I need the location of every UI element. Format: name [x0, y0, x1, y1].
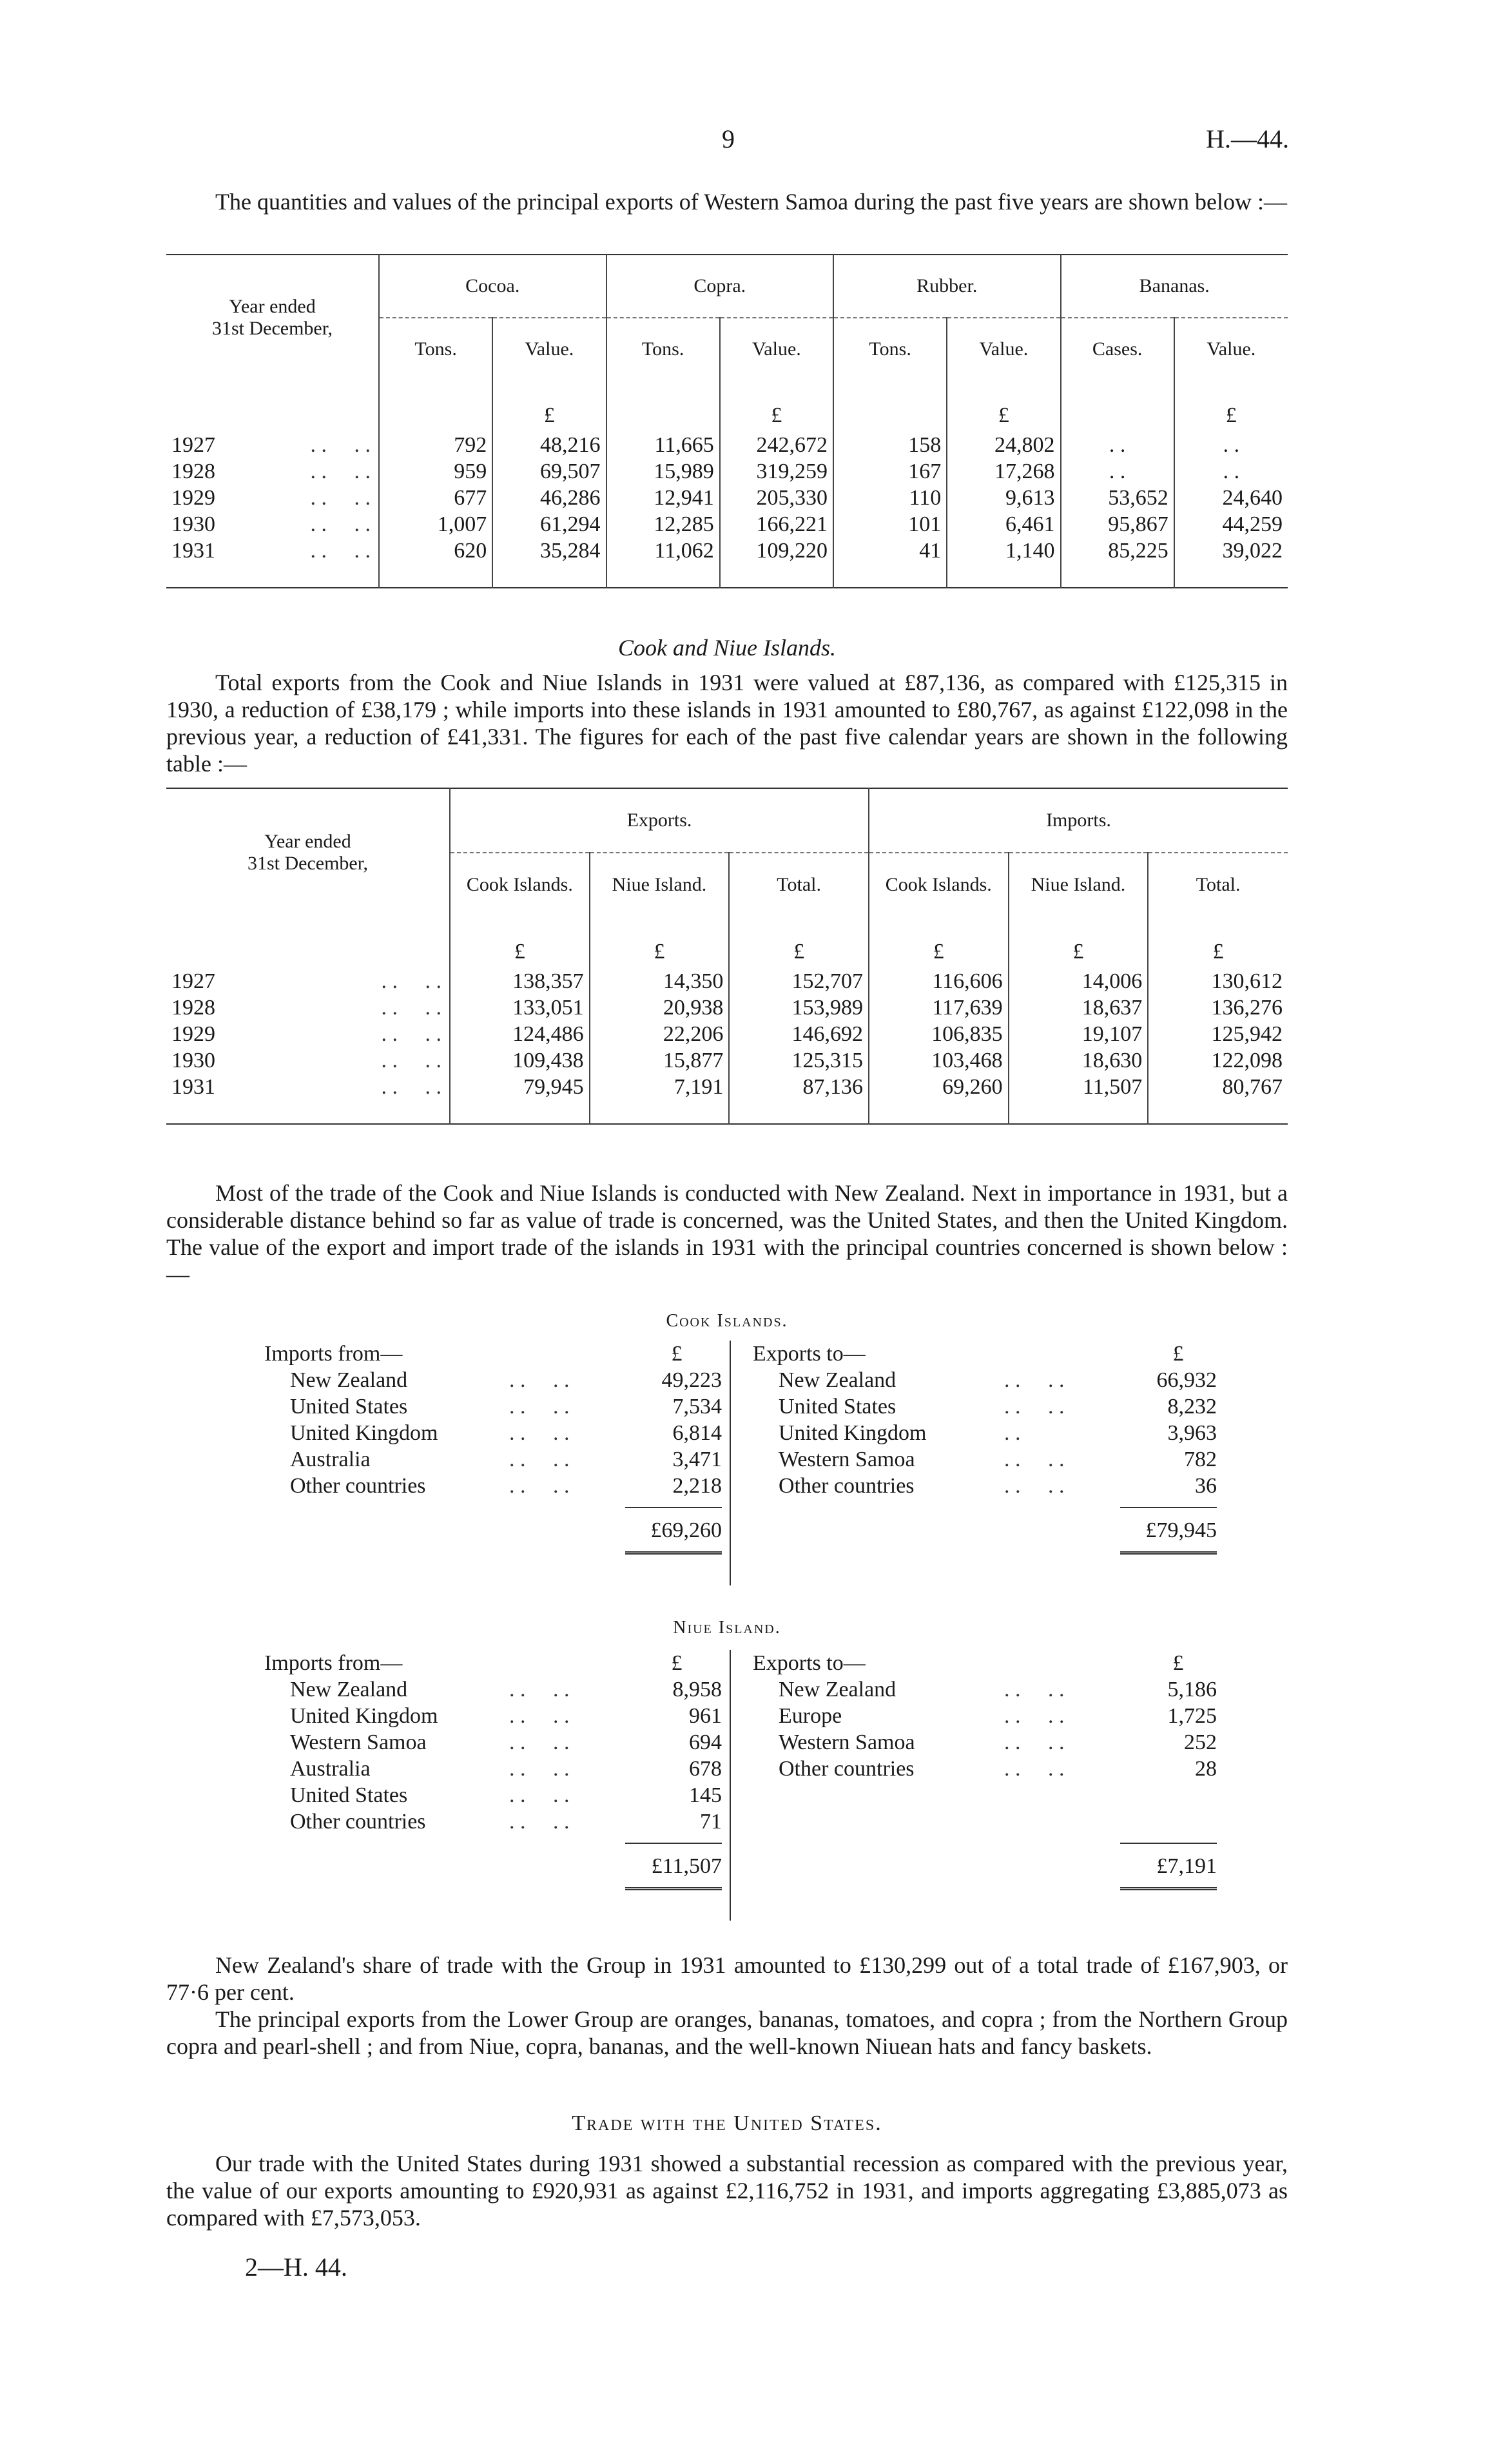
country-name: Western Samoa — [779, 1448, 915, 1471]
samoa-unit-cell — [492, 380, 606, 432]
table-cell: 959 — [379, 458, 492, 485]
country-name: Western Samoa — [779, 1730, 915, 1754]
samoa-subheader: Value. — [492, 318, 606, 380]
samoa-subheader: Value. — [1174, 318, 1288, 380]
table-row — [166, 1021, 1288, 1047]
table-cell: 792 — [379, 432, 492, 458]
country-value: 6,814 — [672, 1421, 722, 1445]
table-cell: 166,221 — [720, 511, 833, 538]
table-cell: 15,877 — [590, 1047, 730, 1074]
list-item — [264, 1676, 728, 1703]
niue-imports-total: £11,507 — [625, 1843, 722, 1890]
niue-imports-label: Imports from— — [264, 1651, 403, 1675]
principal-exports-paragraph: The principal exports from the Lower Group are oranges, bananas, tomatoes, and copra ; from the Northern Group copra and pearl-shell ; and from Niue, copra, bananas, and the well-known Niuean hats and fancy baskets. — [166, 2006, 1288, 2059]
leader-dots: . . . . — [509, 1730, 570, 1754]
country-name: United Kingdom — [290, 1421, 438, 1445]
table-cell: 125,942 — [1148, 1021, 1288, 1047]
samoa-unit-row — [166, 380, 1288, 432]
table-cell: 69,260 — [869, 1074, 1009, 1100]
niue-island-exports — [753, 1650, 1230, 1890]
year-cell — [166, 968, 450, 994]
table-cell: 11,507 — [1009, 1074, 1149, 1100]
leader-dots: . . . . — [1004, 1395, 1065, 1419]
country-name: New Zealand — [779, 1678, 897, 1701]
samoa-unit: £ — [1225, 403, 1237, 427]
year-cell — [166, 994, 450, 1021]
cook-unit: £ — [933, 940, 944, 964]
country-name: Other countries — [290, 1474, 426, 1498]
table-cell: 48,216 — [492, 432, 606, 458]
country-value: 2,218 — [672, 1474, 722, 1498]
country-value: 36 — [1195, 1474, 1217, 1498]
cook-islands-title: Cook Islands. — [666, 1311, 788, 1331]
document-reference: H.—44. — [1206, 124, 1289, 153]
table-cell: 101 — [833, 511, 947, 538]
table-cell: 677 — [379, 485, 492, 511]
table-cell: 17,268 — [947, 458, 1060, 485]
cook-unit-cell — [729, 916, 869, 968]
table-cell: 24,640 — [1174, 485, 1288, 511]
country-value: 7,534 — [672, 1395, 722, 1419]
table-cell: . . — [1061, 432, 1174, 458]
leader-dots: . . . . — [509, 1757, 570, 1781]
samoa-unit-cell — [1174, 380, 1288, 432]
cook-spacer-row — [166, 1100, 1288, 1124]
year-cell — [166, 1021, 450, 1047]
cook-subheader: Total. — [729, 853, 869, 916]
cook-islands-exports — [753, 1341, 1230, 1555]
list-item — [753, 1473, 1230, 1499]
table-cell: 124,486 — [450, 1021, 590, 1047]
country-name: New Zealand — [779, 1368, 897, 1392]
table-cell: 7,191 — [590, 1074, 730, 1100]
samoa-subheader: Tons. — [379, 318, 492, 380]
cook-imports-unit: £ — [671, 1342, 683, 1366]
table-cell: 35,284 — [492, 538, 606, 564]
year-label: 1931 — [171, 1074, 215, 1099]
table-cell: 117,639 — [869, 994, 1009, 1021]
country-value: 961 — [689, 1704, 722, 1728]
table-cell: 125,315 — [729, 1047, 869, 1074]
country-name: Western Samoa — [290, 1730, 427, 1754]
cook-unit: £ — [514, 940, 525, 964]
list-item — [264, 1782, 728, 1808]
year-cell — [166, 432, 379, 458]
leader-dots: . . . . — [509, 1678, 570, 1701]
table-cell: 69,507 — [492, 458, 606, 485]
country-value: 3,471 — [672, 1448, 722, 1471]
table-row — [166, 458, 1288, 485]
table-cell: 19,107 — [1009, 1021, 1149, 1047]
table-cell: 14,006 — [1009, 968, 1149, 994]
leader-dots: . . . . — [381, 969, 441, 993]
leader-dots: . . . . — [509, 1783, 570, 1807]
table-row — [166, 968, 1288, 994]
country-value: 5,186 — [1167, 1678, 1217, 1701]
cook-imports-total: £69,260 — [625, 1507, 722, 1555]
cook-exports-label: Exports to— — [753, 1342, 866, 1366]
year-label: 1927 — [171, 432, 215, 457]
niue-exports-unit: £ — [1172, 1651, 1184, 1675]
list-item — [753, 1393, 1230, 1420]
list-item — [753, 1446, 1230, 1473]
year-label: 1931 — [171, 538, 215, 563]
cook-unit-cell — [1148, 916, 1288, 968]
cook-unit: £ — [1072, 940, 1084, 964]
list-item — [753, 1703, 1230, 1729]
table-cell: . . — [1174, 432, 1288, 458]
leader-dots: . . . . — [509, 1368, 570, 1392]
table-cell: 133,051 — [450, 994, 590, 1021]
table-cell: 12,285 — [606, 511, 720, 538]
country-value: 1,725 — [1167, 1704, 1217, 1728]
country-name: Europe — [779, 1704, 842, 1728]
table-cell: 146,692 — [729, 1021, 869, 1047]
table-row — [166, 1074, 1288, 1100]
country-value: 3,963 — [1167, 1421, 1217, 1445]
table-cell: 109,438 — [450, 1047, 590, 1074]
cook-unit-cell — [1009, 916, 1149, 968]
samoa-exports-table — [166, 254, 1288, 588]
table-cell: 106,835 — [869, 1021, 1009, 1047]
table-cell: 39,022 — [1174, 538, 1288, 564]
country-name: Australia — [290, 1757, 371, 1781]
table-cell: 85,225 — [1061, 538, 1174, 564]
country-value: 66,932 — [1156, 1368, 1217, 1392]
cook-unit-row — [166, 916, 1288, 968]
year-label: 1927 — [171, 969, 215, 993]
list-item — [264, 1473, 728, 1499]
cook-subheader: Cook Islands. — [450, 853, 590, 916]
year-cell — [166, 1047, 450, 1074]
cook-unit-cell — [450, 916, 590, 968]
table-cell: 152,707 — [729, 968, 869, 994]
cook-niue-paragraph: Total exports from the Cook and Niue Islands in 1931 were valued at £87,136, as compared with £125,315 in 1930, a reduction of £38,179 ; while imports into these islands in 1931 amounted to £80,767, as against £122,098 in the previous year, a reduction of £41,331. The figures for each of the past five calendar years are shown in the following table :— — [166, 670, 1288, 777]
list-item — [264, 1808, 728, 1835]
table-cell: . . — [1061, 458, 1174, 485]
year-label: 1928 — [171, 459, 215, 483]
niue-exports-label: Exports to— — [753, 1651, 866, 1675]
cook-unit-cell — [590, 916, 730, 968]
list-item — [264, 1703, 728, 1729]
list-item — [264, 1446, 728, 1473]
country-name: United States — [290, 1783, 408, 1807]
country-name: Other countries — [290, 1810, 426, 1834]
list-item — [264, 1729, 728, 1756]
table-cell: 22,206 — [590, 1021, 730, 1047]
samoa-unit: £ — [998, 403, 1009, 427]
table-cell: 53,652 — [1061, 485, 1174, 511]
table-row — [166, 432, 1288, 458]
samoa-group-bananas: Bananas. — [1061, 255, 1288, 318]
table-cell: 11,665 — [606, 432, 720, 458]
niue-island-divider — [730, 1650, 731, 1921]
leader-dots: . . . . — [381, 995, 441, 1020]
table-cell: 1,007 — [379, 511, 492, 538]
country-value: 252 — [1184, 1730, 1217, 1754]
year-label: 1930 — [171, 512, 215, 536]
country-value: 694 — [689, 1730, 722, 1754]
cook-exports-total: £79,945 — [1120, 1507, 1217, 1555]
leader-dots: . . . . — [381, 1048, 441, 1072]
list-item — [753, 1420, 1230, 1446]
us-trade-heading: Trade with the United States. — [572, 2111, 882, 2135]
page-number: 9 — [722, 124, 735, 153]
year-cell — [166, 458, 379, 485]
table-cell: 1,140 — [947, 538, 1060, 564]
samoa-year-header: Year ended 31st December, — [211, 296, 333, 339]
leader-dots: . . . . — [509, 1395, 570, 1419]
table-cell: 46,286 — [492, 485, 606, 511]
table-cell: 14,350 — [590, 968, 730, 994]
country-value: 28 — [1195, 1757, 1217, 1781]
cook-year-header: Year ended 31st December, — [247, 831, 369, 874]
samoa-group-rubber: Rubber. — [833, 255, 1061, 318]
country-value: 71 — [700, 1810, 722, 1834]
samoa-unit-cell — [947, 380, 1060, 432]
table-cell: 18,630 — [1009, 1047, 1149, 1074]
leader-dots: . . . . — [509, 1704, 570, 1728]
leader-dots: . . . . — [1004, 1368, 1065, 1392]
leader-dots: . . . . — [509, 1421, 570, 1445]
list-item — [264, 1756, 728, 1782]
samoa-unit: £ — [543, 403, 555, 427]
table-cell: 61,294 — [492, 511, 606, 538]
list-item — [753, 1756, 1230, 1782]
country-name: United Kingdom — [779, 1421, 927, 1445]
table-row — [166, 994, 1288, 1021]
trade-paragraph: Most of the trade of the Cook and Niue Islands is conducted with New Zealand. Next in importance in 1931, but a considerable distance behind so far as value of trade is concerned, was the United States, and then the United Kingdom. The value of the export and import trade of the islands in 1931 with the principal countries concerned is shown below :— — [166, 1180, 1288, 1287]
country-value: 782 — [1184, 1448, 1217, 1471]
leader-dots: . . . . — [1004, 1474, 1065, 1498]
country-name: Other countries — [779, 1474, 915, 1498]
samoa-unit-cell — [379, 380, 492, 432]
leader-dots: . . . . — [509, 1474, 570, 1498]
leader-dots: . . . . — [1004, 1678, 1065, 1701]
leader-dots: . . . . — [310, 459, 371, 483]
country-name: New Zealand — [290, 1368, 408, 1392]
table-cell: 167 — [833, 458, 947, 485]
table-cell: 158 — [833, 432, 947, 458]
year-cell — [166, 485, 379, 511]
table-row — [166, 511, 1288, 538]
table-cell: 20,938 — [590, 994, 730, 1021]
table-cell: 153,989 — [729, 994, 869, 1021]
table-row — [166, 538, 1288, 564]
niue-imports-unit: £ — [671, 1651, 683, 1675]
niue-exports-total: £7,191 — [1120, 1843, 1217, 1890]
year-cell — [166, 538, 379, 564]
leader-dots: . . . . — [381, 1022, 441, 1046]
table-cell: 79,945 — [450, 1074, 590, 1100]
country-name: New Zealand — [290, 1678, 408, 1701]
year-label: 1929 — [171, 485, 215, 510]
cook-group-imports: Imports. — [869, 788, 1288, 853]
table-row — [166, 485, 1288, 511]
leader-dots: . . . . — [1004, 1730, 1065, 1754]
cook-islands-imports — [264, 1341, 728, 1555]
table-cell: 24,802 — [947, 432, 1060, 458]
leader-dots: . . . . — [310, 512, 371, 536]
list-item — [753, 1367, 1230, 1393]
cook-unit: £ — [1212, 940, 1224, 964]
cook-subheader: Niue Island. — [1009, 853, 1149, 916]
nz-share-paragraph: New Zealand's share of trade with the Group in 1931 amounted to £130,299 out of a total trade of £167,903, or 77·6 per cent. — [166, 1952, 1288, 2005]
year-label: 1929 — [171, 1022, 215, 1046]
niue-island-imports — [264, 1650, 728, 1890]
cook-imports-label: Imports from— — [264, 1342, 403, 1366]
leader-dots: . . . . — [310, 538, 371, 563]
list-item — [753, 1676, 1230, 1703]
leader-dots: . . . . — [1004, 1448, 1065, 1471]
country-name: Australia — [290, 1448, 371, 1471]
samoa-group-copra: Copra. — [606, 255, 834, 318]
leader-dots: . . . . — [1004, 1757, 1065, 1781]
table-cell: 18,637 — [1009, 994, 1149, 1021]
us-trade-paragraph: Our trade with the United States during 1931 showed a substantial recession as compared with the previous year, the value of our exports amounting to £920,931 as against £2,116,752 in 1931, and imports aggregating £3,885,073 as compared with £7,573,053. — [166, 2151, 1288, 2231]
cook-subheader: Total. — [1148, 853, 1288, 916]
leader-dots: . . — [1004, 1421, 1021, 1445]
country-name: United Kingdom — [290, 1704, 438, 1728]
list-item — [264, 1367, 728, 1393]
samoa-subheader: Tons. — [606, 318, 720, 380]
table-cell: 12,941 — [606, 485, 720, 511]
table-cell: 136,276 — [1148, 994, 1288, 1021]
leader-dots: . . . . — [1004, 1704, 1065, 1728]
table-cell: 130,612 — [1148, 968, 1288, 994]
samoa-subheader: Cases. — [1061, 318, 1174, 380]
country-value: 678 — [689, 1757, 722, 1781]
table-cell: 6,461 — [947, 511, 1060, 538]
list-item — [264, 1420, 728, 1446]
cook-subheader: Niue Island. — [590, 853, 730, 916]
list-item — [264, 1393, 728, 1420]
table-cell: 15,989 — [606, 458, 720, 485]
cook-niue-table — [166, 788, 1288, 1125]
footer-signature: 2—H. 44. — [245, 2253, 347, 2282]
country-value: 8,958 — [672, 1678, 722, 1701]
country-name: United States — [290, 1395, 408, 1419]
year-cell — [166, 1074, 450, 1100]
cook-unit: £ — [654, 940, 665, 964]
table-cell: 87,136 — [729, 1074, 869, 1100]
samoa-spacer-row — [166, 564, 1288, 588]
country-value: 49,223 — [661, 1368, 722, 1392]
table-cell: 109,220 — [720, 538, 833, 564]
cook-islands-divider — [730, 1341, 731, 1585]
samoa-unit: £ — [771, 403, 782, 427]
table-cell: 11,062 — [606, 538, 720, 564]
intro-paragraph: The quantities and values of the principal exports of Western Samoa during the past five years are shown below :— — [215, 189, 1287, 215]
table-cell: 103,468 — [869, 1047, 1009, 1074]
table-cell: 138,357 — [450, 968, 590, 994]
leader-dots: . . . . — [509, 1810, 570, 1834]
table-cell: 80,767 — [1148, 1074, 1288, 1100]
cook-unit-cell — [869, 916, 1009, 968]
samoa-unit-cell — [1061, 380, 1174, 432]
cook-group-exports: Exports. — [450, 788, 869, 853]
country-value: 8,232 — [1167, 1395, 1217, 1419]
samoa-subheader: Value. — [720, 318, 833, 380]
country-value: 145 — [689, 1783, 722, 1807]
table-cell: 122,098 — [1148, 1047, 1288, 1074]
table-cell: 44,259 — [1174, 511, 1288, 538]
samoa-unit-cell — [720, 380, 833, 432]
table-cell: 205,330 — [720, 485, 833, 511]
table-cell: . . — [1174, 458, 1288, 485]
table-cell: 242,672 — [720, 432, 833, 458]
table-cell: 9,613 — [947, 485, 1060, 511]
table-cell: 95,867 — [1061, 511, 1174, 538]
niue-island-title: Niue Island. — [673, 1618, 781, 1638]
table-row — [166, 1047, 1288, 1074]
cook-exports-unit: £ — [1172, 1342, 1184, 1366]
leader-dots: . . . . — [381, 1074, 441, 1099]
table-cell: 41 — [833, 538, 947, 564]
table-cell: 319,259 — [720, 458, 833, 485]
country-name: Other countries — [779, 1757, 915, 1781]
samoa-unit-cell — [833, 380, 947, 432]
cook-subheader: Cook Islands. — [869, 853, 1009, 916]
table-cell: 116,606 — [869, 968, 1009, 994]
year-label: 1928 — [171, 995, 215, 1020]
cook-niue-heading: Cook and Niue Islands. — [618, 635, 836, 661]
samoa-group-cocoa: Cocoa. — [379, 255, 606, 318]
country-name: United States — [779, 1395, 897, 1419]
cook-unit: £ — [793, 940, 805, 964]
samoa-subheader: Tons. — [833, 318, 947, 380]
year-label: 1930 — [171, 1048, 215, 1072]
samoa-unit-cell — [606, 380, 720, 432]
list-item — [753, 1729, 1230, 1756]
table-cell: 620 — [379, 538, 492, 564]
leader-dots: . . . . — [509, 1448, 570, 1471]
samoa-subheader: Value. — [947, 318, 1060, 380]
table-cell: 110 — [833, 485, 947, 511]
year-cell — [166, 511, 379, 538]
leader-dots: . . . . — [310, 485, 371, 510]
leader-dots: . . . . — [310, 432, 371, 457]
